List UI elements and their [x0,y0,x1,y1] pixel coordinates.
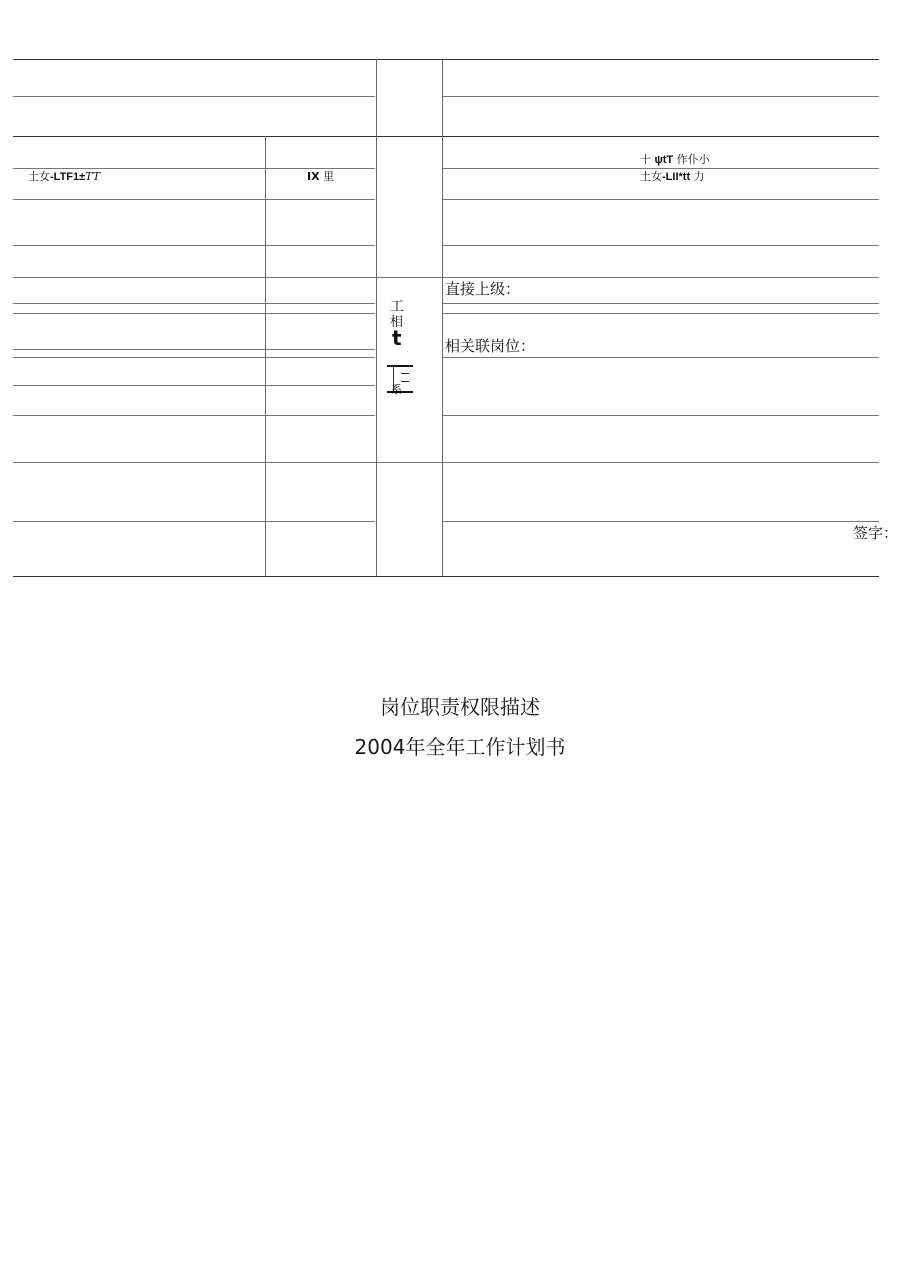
row-label-right-top-prefix: 十 [640,153,651,166]
row-label-left-prefix: 土女 [28,170,50,183]
row-label-right-bottom-bold: -LII*tt [662,171,691,183]
direct-superior-label: 直接上级： [445,280,521,298]
document-subtitle: 2004年全年工作计划书 [354,735,566,759]
vertical-label-2: 相 [390,315,404,330]
table-rule [13,168,375,169]
table-rule [13,349,375,350]
table-rule [443,521,879,522]
row-label-right-top-bold: ψtT [654,154,674,166]
table-border-top [13,59,879,60]
related-positions-label: 相关联岗位： [445,337,536,355]
table-col-rule [376,59,377,576]
row-label-right-bottom-suffix: 力 [693,170,705,183]
row-label-right-bottom [640,171,705,183]
signature-label: 签字： [853,524,899,542]
row-label-right-bottom-prefix: 土女 [640,170,662,183]
table-rule [13,415,375,416]
table-rule [13,521,375,522]
table-rule [13,136,879,137]
table-rule [13,245,375,246]
vertical-label-3: t [392,326,402,350]
table-col-rule [265,136,266,576]
vertical-label-1: 工 [390,299,404,315]
row-label-mid [307,171,334,182]
table-rule [13,96,375,97]
row-label-right-top-suffix: 作仆小 [676,153,710,166]
table-rule [13,357,375,358]
table-border-bottom [13,576,879,577]
table-rule [443,245,879,246]
vertical-label-4: 系 [391,383,402,396]
table-col-rule [442,59,443,576]
table-rule [13,462,879,463]
table-rule [13,277,879,278]
table-rule [13,313,375,314]
row-label-right-top [640,154,710,166]
row-label-left-bold: -LTF1± [50,171,86,183]
table-rule [443,313,879,314]
row-label-left-suffix: TT [85,170,101,183]
row-label-left [28,171,100,183]
document-title: 岗位职责权限描述 [380,695,540,719]
table-rule [13,385,375,386]
table-rule [443,199,879,200]
table-rule [443,357,879,358]
table-rule [443,168,879,169]
row-label-mid-suffix: 里 [323,170,335,183]
row-label-mid-bold: IX [307,170,320,183]
table-rule [443,303,879,304]
table-rule [13,199,375,200]
table-rule [443,96,879,97]
table-rule [443,415,879,416]
table-rule [13,303,375,304]
